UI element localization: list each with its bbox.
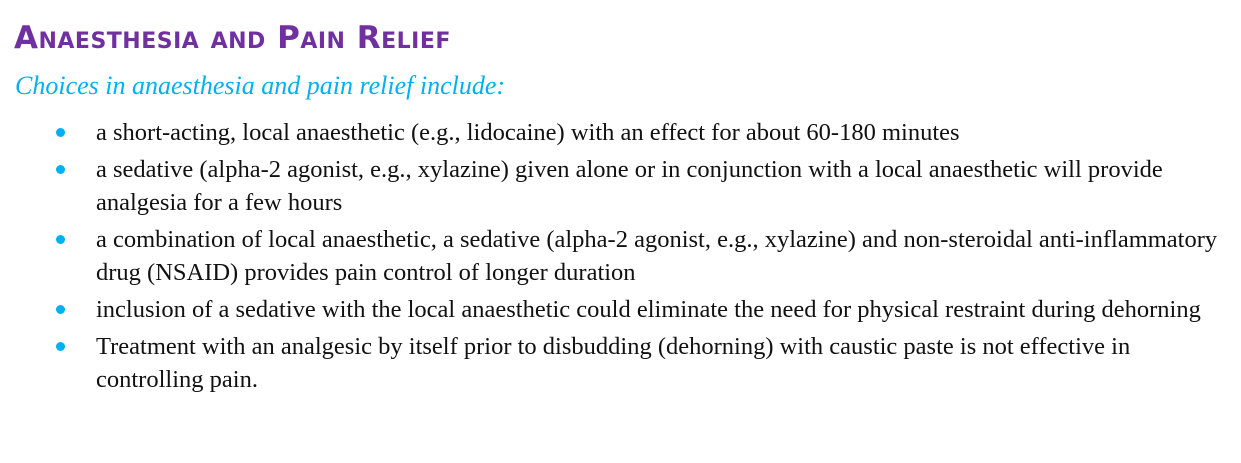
list-item-text: Treatment with an analgesic by itself prior to disbudding (dehorning) with caustic paste is not effective in controlling pain. — [96, 333, 1131, 393]
list-item — [14, 293, 1227, 326]
list-item — [14, 153, 1227, 219]
list-item — [14, 223, 1227, 289]
bullet-icon — [56, 128, 65, 137]
list-item-text: a sedative (alpha-2 agonist, e.g., xylazine) given alone or in conjunction with a local anaesthetic will provide analgesia for a few hours — [96, 156, 1163, 216]
bullet-icon — [56, 165, 65, 174]
choices-list — [14, 116, 1227, 396]
section-heading: Anaesthesia and Pain Relief — [14, 20, 451, 56]
list-item-text: a short-acting, local anaesthetic (e.g., lidocaine) with an effect for about 60-180 minutes — [96, 119, 960, 146]
list-item-text: a combination of local anaesthetic, a sedative (alpha-2 agonist, e.g., xylazine) and non-steroidal anti-inflammatory drug (NSAID) provides pain control of longer duration — [96, 226, 1218, 286]
bullet-icon — [56, 305, 65, 314]
bullet-icon — [56, 235, 65, 244]
list-item-text: inclusion of a sedative with the local anaesthetic could eliminate the need for physical restraint during dehorning — [96, 296, 1201, 323]
list-item — [14, 330, 1227, 396]
list-item — [14, 116, 1227, 149]
intro-text: Choices in anaesthesia and pain relief include: — [15, 71, 506, 100]
bullet-icon — [56, 342, 65, 351]
